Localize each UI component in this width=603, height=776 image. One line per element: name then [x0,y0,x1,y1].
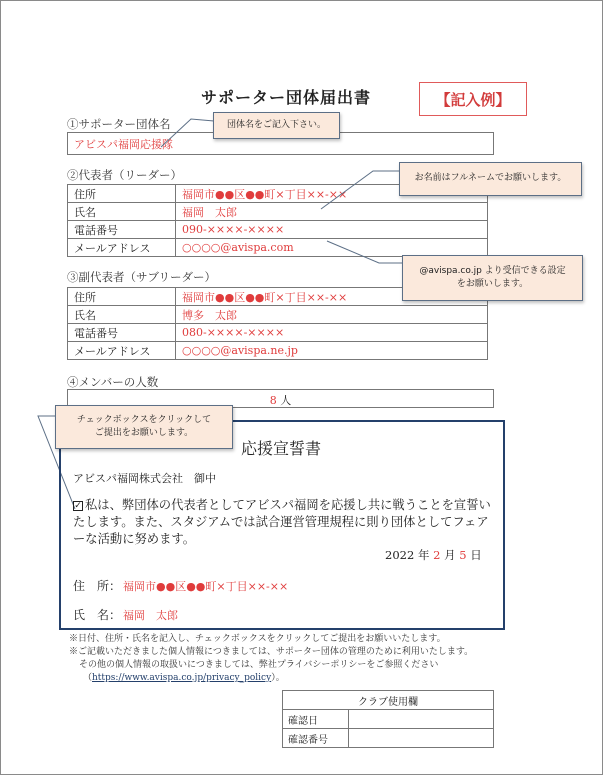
link-open-paren: （ [83,673,93,683]
pledge-address-field[interactable]: 福岡市●●区●●町×丁目××-×× [123,580,289,593]
section1-label: ①サポーター団体名 [67,117,171,131]
table-row [68,342,488,360]
confirm-date-label: 確認日 [283,710,349,729]
addressee: アビスパ福岡株式会社 御中 [73,472,216,485]
date-month[interactable]: 2 [433,548,441,562]
subleader-address-label: 住所 [68,288,176,306]
note-line-3: その他の個人情報の取扱いにつきましては、弊社プライバシーポリシーをご参照ください [79,660,439,670]
leader-email-label: メールアドレス [68,239,176,257]
confirm-number-cell [349,729,494,748]
privacy-policy-link[interactable]: https://www.avispa.co.jp/privacy_policy [92,673,272,683]
table-row [283,691,494,710]
pledge-name-field[interactable]: 福岡 太郎 [123,609,178,622]
member-count-value: 8 [269,394,277,407]
link-close-paren: ）。 [271,673,285,683]
table-row [68,239,488,257]
table-row [68,221,488,239]
confirm-date-cell [349,710,494,729]
section3-label: ③副代表者（サブリーダー） [67,270,217,284]
callout-group-name-text: 団体名をご記入下さい。 [226,119,326,130]
pledge-statement: 私は、弊団体の代表者としてアビスパ福岡を応援し共に戦うことを宣誓いたします。また、スタジアムでは試合運営管理規程に則り団体としてフェアーな活動に努めます。 [73,498,491,546]
leader-email-field[interactable]: ○○○○@avispa.com [176,239,488,257]
table-row [283,729,494,748]
leader-name-field[interactable]: 福岡 太郎 [176,203,488,221]
member-count-unit: 人 [280,394,292,407]
callout-group-name [213,112,340,139]
date-day-unit: 日 [470,548,482,562]
table-row [68,324,488,342]
pledge-name-row [73,606,178,623]
check-mark-icon: ✓ [74,501,82,511]
callout-checkbox-line2: ご提出をお願いします。 [94,428,194,438]
section2-label: ②代表者（リーダー） [67,168,182,182]
club-use-header: クラブ使用欄 [283,691,494,710]
example-badge: 【記入例】 [419,82,527,116]
subleader-email-field[interactable]: ○○○○@avispa.ne.jp [176,342,488,360]
leader-address-label: 住所 [68,185,176,203]
date-year[interactable]: 2022 [385,548,415,562]
section4-label: ④メンバーの人数 [67,375,159,389]
table-row [68,203,488,221]
date-year-unit: 年 [417,548,430,562]
subleader-address-field[interactable]: 福岡市●●区●●町×丁目××-×× [176,288,488,306]
group-name-value: アビスパ福岡応援隊 [74,138,173,151]
subleader-name-field[interactable]: 博多 太郎 [176,306,488,324]
note-link-line [69,672,539,685]
table-row [68,306,488,324]
callout-email [402,255,583,301]
note-line-1: ※日付、住所・氏名を記入し、チェックボックスをクリックしてご提出をお願いいたします。 [69,634,446,644]
note-line-2: ※ご記載いただきました個人情報につきましては、サポーター団体の管理のために利用いたします。 [69,647,474,657]
date-day[interactable]: 5 [459,548,467,562]
callout-email-line2: をお願いします。 [456,279,529,289]
club-use-table [282,690,494,748]
document-title: サポーター団体届出書 [201,88,372,107]
callout-full-name [399,162,582,196]
leader-name-label: 氏名 [68,203,176,221]
table-row [283,710,494,729]
confirm-number-label: 確認番号 [283,729,349,748]
leader-address-field[interactable]: 福岡市●●区●●町×丁目××-×× [176,185,488,203]
subleader-phone-field[interactable]: 080-××××-×××× [176,324,488,342]
leader-phone-label: 電話番号 [68,221,176,239]
callout-email-line1: @avispa.co.jp より受信できる設定 [419,265,566,276]
subleader-phone-label: 電話番号 [68,324,176,342]
callout-full-name-text: お名前はフルネームでお願いします。 [414,173,567,184]
pledge-date [385,547,482,563]
pledge-address-row [73,577,288,594]
callout-checkbox-line1: チェックボックスをクリックして [76,414,212,425]
leader-phone-field[interactable]: 090-××××-×××× [176,221,488,239]
notes [69,633,539,685]
pledge-name-label: 氏 名： [73,608,122,622]
subleader-email-label: メールアドレス [68,342,176,360]
date-month-unit: 月 [444,548,456,562]
subleader-name-label: 氏名 [68,306,176,324]
callout-checkbox [55,405,233,449]
pledge-title: 応援宣誓書 [241,439,322,458]
pledge-address-label: 住 所： [73,579,122,593]
